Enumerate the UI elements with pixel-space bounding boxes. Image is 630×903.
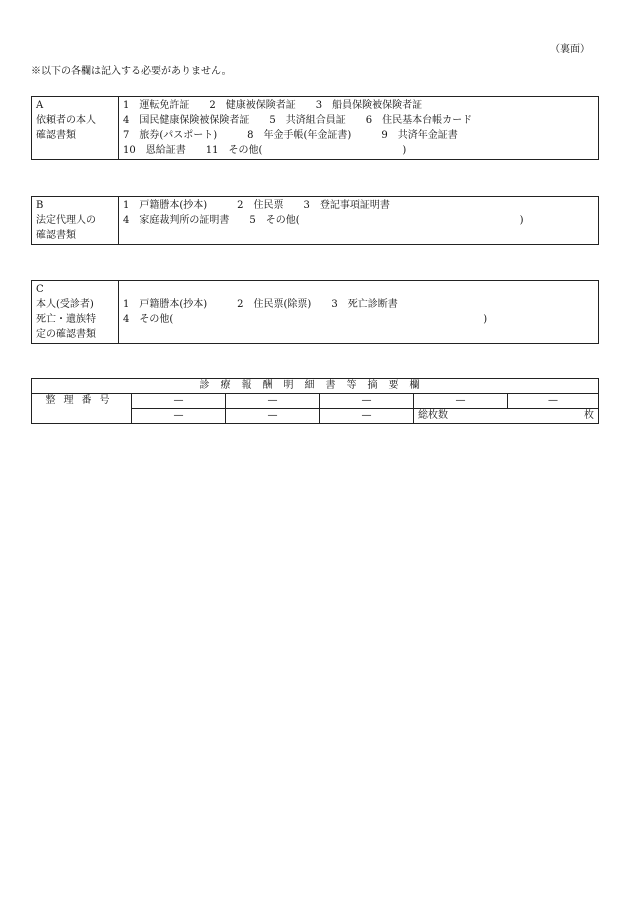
serial-number-cell[interactable]: — bbox=[132, 409, 226, 424]
section-a-title-2: 確認書類 bbox=[36, 130, 76, 141]
section-c-label bbox=[32, 281, 119, 344]
total-sheets-unit: 枚 bbox=[584, 410, 594, 421]
total-sheets-cell[interactable] bbox=[414, 409, 599, 424]
section-b-title-1: 法定代理人の bbox=[36, 215, 96, 226]
section-a-items bbox=[119, 97, 599, 160]
section-c-item-line: 4 その他( ) bbox=[123, 314, 488, 325]
section-c-table bbox=[31, 280, 599, 344]
serial-number-cell[interactable]: — bbox=[320, 409, 414, 424]
serial-number-cell[interactable]: — bbox=[226, 409, 320, 424]
section-b-label bbox=[32, 197, 119, 245]
section-b-items bbox=[119, 197, 599, 245]
section-b-item-line: 1 戸籍謄本(抄本) 2 住民票 3 登記事項証明書 bbox=[123, 200, 390, 211]
section-c-item-line bbox=[123, 282, 594, 297]
page-side-label: （裏面） bbox=[550, 44, 590, 55]
section-c-title-1: 本人(受診者) bbox=[36, 299, 94, 310]
serial-number-cell[interactable]: — bbox=[508, 394, 599, 409]
section-b-table bbox=[31, 196, 599, 245]
serial-number-label: 整理番号 bbox=[32, 394, 132, 424]
serial-number-cell[interactable]: — bbox=[320, 394, 414, 409]
section-c-title-3: 定の確認書類 bbox=[36, 329, 96, 340]
section-a-item-line: 1 運転免許証 2 健康被保険者証 3 船員保険被保険者証 bbox=[123, 100, 423, 111]
section-a-letter: A bbox=[36, 100, 44, 111]
section-b-title-2: 確認書類 bbox=[36, 230, 76, 241]
section-c-item-line: 1 戸籍謄本(抄本) 2 住民票(除票) 3 死亡診断書 bbox=[123, 299, 398, 310]
total-sheets-label: 総枚数 bbox=[418, 410, 448, 421]
serial-number-cell[interactable]: — bbox=[132, 394, 226, 409]
section-a-label bbox=[32, 97, 119, 160]
section-a-table bbox=[31, 96, 599, 160]
section-a-item-line: 10 恩給証書 11 その他( ) bbox=[123, 145, 407, 156]
section-c-letter: C bbox=[36, 284, 44, 295]
serial-number-cell[interactable]: — bbox=[414, 394, 508, 409]
serial-number-cell[interactable]: — bbox=[226, 394, 320, 409]
section-c-title-2: 死亡・遺族特 bbox=[36, 314, 96, 325]
notice-text: ※以下の各欄は記入する必要がありません。 bbox=[31, 66, 232, 77]
section-b-letter: B bbox=[36, 200, 44, 211]
summary-table bbox=[31, 378, 599, 424]
section-a-item-line: 4 国民健康保険被保険者証 5 共済組合員証 6 住民基本台帳カード bbox=[123, 115, 473, 126]
section-c-items bbox=[119, 281, 599, 344]
section-b-item-line: 4 家庭裁判所の証明書 5 その他( ) bbox=[123, 215, 524, 226]
section-a-item-line: 7 旅券(パスポート) 8 年金手帳(年金証書) 9 共済年金証書 bbox=[123, 130, 458, 141]
section-a-title-1: 依頼者の本人 bbox=[36, 115, 96, 126]
summary-title: 診療報酬明細書等摘要欄 bbox=[32, 379, 599, 394]
